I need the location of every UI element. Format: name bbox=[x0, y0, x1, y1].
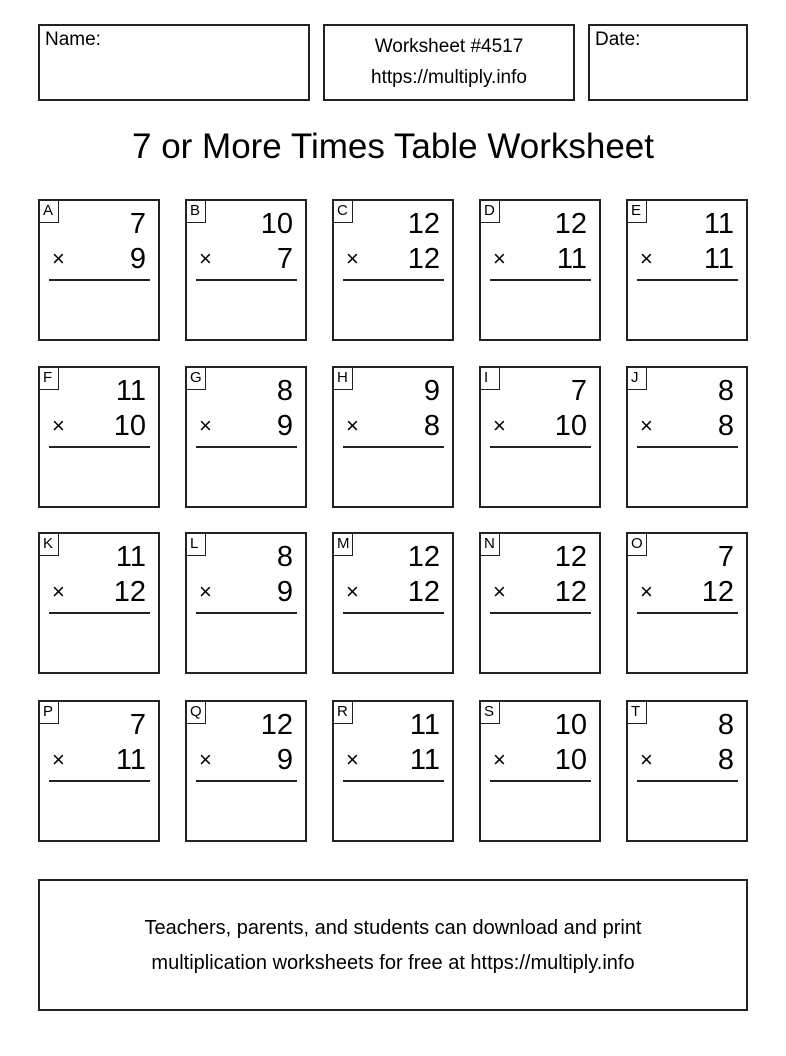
problem-card bbox=[332, 700, 454, 842]
problem-card bbox=[38, 366, 160, 508]
problem-card bbox=[626, 532, 748, 674]
multiplicand: 12 bbox=[554, 541, 587, 573]
answer-line bbox=[490, 446, 591, 448]
answer-line bbox=[637, 446, 738, 448]
name-box bbox=[38, 24, 310, 101]
answer-line bbox=[343, 612, 444, 614]
multiplicand: 7 bbox=[129, 709, 146, 741]
problem-letter: F bbox=[40, 368, 59, 390]
times-icon: × bbox=[199, 579, 212, 604]
problem-card bbox=[626, 366, 748, 508]
multiplier: 11 bbox=[115, 744, 146, 776]
answer-line bbox=[196, 446, 297, 448]
times-icon: × bbox=[199, 747, 212, 772]
multiplier: 9 bbox=[276, 410, 293, 442]
times-icon: × bbox=[640, 413, 653, 438]
multiplicand: 11 bbox=[409, 709, 440, 741]
problem-card bbox=[185, 366, 307, 508]
multiplier: 8 bbox=[717, 744, 734, 776]
times-icon: × bbox=[346, 246, 359, 271]
answer-line bbox=[196, 780, 297, 782]
problem-letter: Q bbox=[187, 702, 206, 724]
problem-letter: C bbox=[334, 201, 353, 223]
answer-line bbox=[490, 780, 591, 782]
times-icon: × bbox=[493, 413, 506, 438]
footer-text-line-2: multiplication worksheets for free at https://multiply.info bbox=[151, 952, 635, 974]
answer-line bbox=[49, 780, 150, 782]
multiplicand: 7 bbox=[129, 208, 146, 240]
multiplier: 9 bbox=[276, 744, 293, 776]
problem-card bbox=[185, 199, 307, 341]
problem-letter: D bbox=[481, 201, 500, 223]
multiplier: 8 bbox=[423, 410, 440, 442]
multiplicand: 7 bbox=[717, 541, 734, 573]
multiplicand: 11 bbox=[115, 541, 146, 573]
problem-letter: L bbox=[187, 534, 206, 556]
times-icon: × bbox=[346, 579, 359, 604]
multiplier: 7 bbox=[276, 243, 293, 275]
multiplier: 8 bbox=[717, 410, 734, 442]
multiplier: 10 bbox=[554, 744, 587, 776]
multiplier: 12 bbox=[407, 576, 440, 608]
date-label: Date: bbox=[595, 29, 641, 50]
answer-line bbox=[49, 279, 150, 281]
multiplier: 11 bbox=[703, 243, 734, 275]
multiplicand: 8 bbox=[717, 709, 734, 741]
times-icon: × bbox=[640, 579, 653, 604]
multiplier: 11 bbox=[409, 744, 440, 776]
times-icon: × bbox=[346, 747, 359, 772]
multiplicand: 8 bbox=[276, 541, 293, 573]
multiplier: 9 bbox=[129, 243, 146, 275]
multiplier: 11 bbox=[556, 243, 587, 275]
problem-card bbox=[332, 532, 454, 674]
times-icon: × bbox=[493, 747, 506, 772]
problem-letter: I bbox=[481, 368, 500, 390]
answer-line bbox=[490, 279, 591, 281]
multiplicand: 12 bbox=[407, 541, 440, 573]
answer-line bbox=[343, 446, 444, 448]
multiplicand: 8 bbox=[276, 375, 293, 407]
problem-letter: T bbox=[628, 702, 647, 724]
multiplicand: 8 bbox=[717, 375, 734, 407]
problem-letter: M bbox=[334, 534, 353, 556]
multiplicand: 11 bbox=[703, 208, 734, 240]
times-icon: × bbox=[493, 246, 506, 271]
answer-line bbox=[196, 279, 297, 281]
problem-card bbox=[185, 532, 307, 674]
problem-card bbox=[626, 199, 748, 341]
answer-line bbox=[49, 612, 150, 614]
answer-line bbox=[196, 612, 297, 614]
problem-letter: H bbox=[334, 368, 353, 390]
answer-line bbox=[49, 446, 150, 448]
problem-card bbox=[479, 199, 601, 341]
answer-line bbox=[490, 612, 591, 614]
multiplier: 12 bbox=[113, 576, 146, 608]
multiplicand: 12 bbox=[554, 208, 587, 240]
multiplicand: 10 bbox=[554, 709, 587, 741]
worksheet-title: 7 or More Times Table Worksheet bbox=[132, 127, 654, 166]
multiplicand: 10 bbox=[260, 208, 293, 240]
name-label: Name: bbox=[45, 29, 101, 50]
problem-card bbox=[479, 532, 601, 674]
problem-letter: A bbox=[40, 201, 59, 223]
footer-text-line-1: Teachers, parents, and students can download and print bbox=[144, 917, 642, 939]
problem-card bbox=[626, 700, 748, 842]
problem-letter: E bbox=[628, 201, 647, 223]
answer-line bbox=[343, 279, 444, 281]
multiplier: 12 bbox=[701, 576, 734, 608]
answer-line bbox=[637, 780, 738, 782]
times-icon: × bbox=[52, 246, 65, 271]
problem-letter: G bbox=[187, 368, 206, 390]
problem-card bbox=[38, 700, 160, 842]
problem-letter: R bbox=[334, 702, 353, 724]
multiplier: 9 bbox=[276, 576, 293, 608]
problem-card bbox=[479, 366, 601, 508]
worksheet-info-box bbox=[323, 24, 575, 101]
worksheet-url: https://multiply.info bbox=[371, 67, 527, 88]
multiplicand: 7 bbox=[570, 375, 587, 407]
problem-card bbox=[38, 532, 160, 674]
footer-box bbox=[38, 879, 748, 1011]
multiplicand: 12 bbox=[260, 709, 293, 741]
multiplier: 12 bbox=[407, 243, 440, 275]
times-icon: × bbox=[52, 579, 65, 604]
worksheet-number: Worksheet #4517 bbox=[374, 36, 524, 57]
answer-line bbox=[637, 279, 738, 281]
answer-line bbox=[343, 780, 444, 782]
problem-letter: O bbox=[628, 534, 647, 556]
multiplicand: 9 bbox=[423, 375, 440, 407]
date-box bbox=[588, 24, 748, 101]
times-icon: × bbox=[493, 579, 506, 604]
times-icon: × bbox=[640, 246, 653, 271]
multiplicand: 11 bbox=[115, 375, 146, 407]
problem-letter: S bbox=[481, 702, 500, 724]
multiplier: 10 bbox=[554, 410, 587, 442]
multiplicand: 12 bbox=[407, 208, 440, 240]
problem-letter: J bbox=[628, 368, 647, 390]
times-icon: × bbox=[52, 413, 65, 438]
problem-card bbox=[479, 700, 601, 842]
times-icon: × bbox=[52, 747, 65, 772]
problem-letter: N bbox=[481, 534, 500, 556]
problem-letter: K bbox=[40, 534, 59, 556]
answer-line bbox=[637, 612, 738, 614]
problem-card bbox=[38, 199, 160, 341]
times-icon: × bbox=[199, 246, 212, 271]
times-icon: × bbox=[346, 413, 359, 438]
problem-card bbox=[332, 366, 454, 508]
multiplier: 10 bbox=[113, 410, 146, 442]
multiplier: 12 bbox=[554, 576, 587, 608]
problem-letter: P bbox=[40, 702, 59, 724]
problem-card bbox=[185, 700, 307, 842]
times-icon: × bbox=[199, 413, 212, 438]
problem-letter: B bbox=[187, 201, 206, 223]
problem-card bbox=[332, 199, 454, 341]
times-icon: × bbox=[640, 747, 653, 772]
